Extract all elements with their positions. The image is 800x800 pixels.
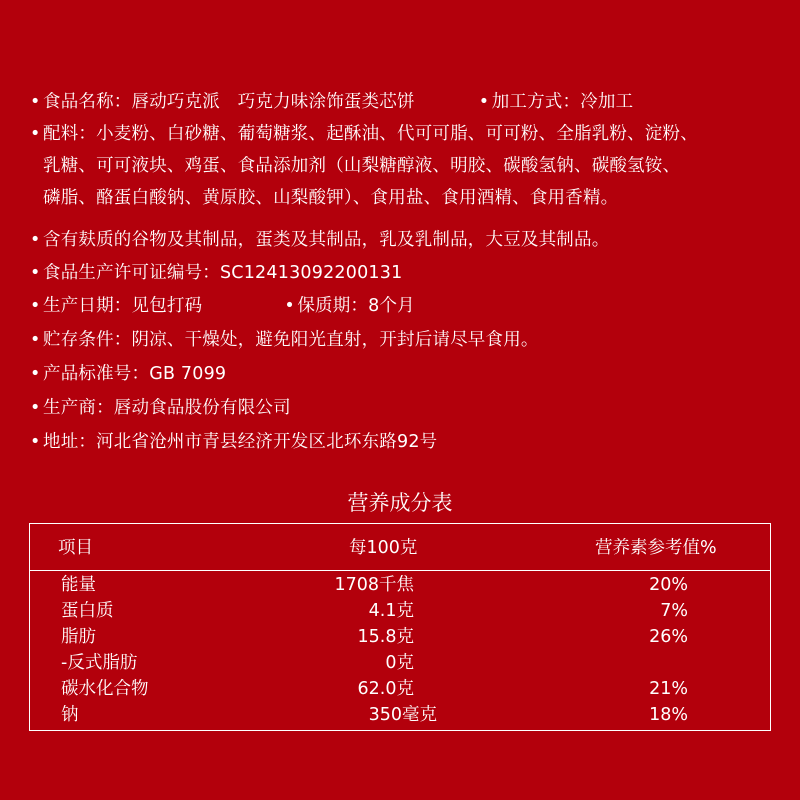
bullet-icon: • [30, 296, 41, 316]
header-divider [30, 570, 770, 571]
row-per100g: 0克 [385, 653, 414, 673]
header-nrv: 营养素参考值% [595, 538, 717, 558]
bullet-icon: • [30, 263, 41, 283]
bullet-icon: • [30, 398, 41, 418]
row-nrv: 21% [649, 679, 688, 699]
ingredients-line-1 [30, 123, 698, 145]
license-line [30, 262, 402, 284]
processing-method: 加工方式：冷加工 [491, 92, 634, 112]
row-per100g: 350毫克 [368, 705, 437, 725]
manufacturer-text: 生产商：唇动食品股份有限公司 [43, 398, 291, 418]
ingredients-text-2: 乳糖、可可液块、鸡蛋、食品添加剂（山梨糖醇液、明胶、碳酸氢钠、碳酸氢铵、 [43, 156, 681, 176]
production-date-line [30, 295, 415, 317]
ingredients-line-3 [30, 187, 618, 209]
production-date-text: 生产日期：见包打码 [43, 296, 203, 316]
bullet-icon: • [30, 364, 41, 384]
address-text: 地址：河北省沧州市青县经济开发区北环东路92号 [43, 432, 438, 452]
allergens-line [30, 229, 609, 251]
row-item: 钠 [61, 705, 79, 725]
bullet-icon: • [30, 124, 41, 144]
table-row [30, 626, 770, 652]
standard-line [30, 363, 226, 385]
table-row [30, 678, 770, 704]
standard-text: 产品标准号：GB 7099 [43, 364, 227, 384]
row-nrv: 20% [649, 575, 688, 595]
address-line [30, 431, 437, 453]
shelf-life-text: 保质期：8个月 [297, 296, 415, 316]
ingredients-text-3: 磷脂、酪蛋白酸钠、黄原胶、山梨酸钾）、食用盐、食用酒精、食用香精。 [43, 188, 619, 208]
product-name-line [30, 91, 633, 113]
table-row [30, 574, 770, 600]
allergens-text: 含有麸质的谷物及其制品，蛋类及其制品，乳及乳制品，大豆及其制品。 [43, 230, 610, 250]
row-per100g: 15.8克 [357, 627, 414, 647]
license-text: 食品生产许可证编号：SC12413092200131 [43, 263, 403, 283]
nutrition-table-header [30, 524, 770, 570]
bullet-icon: • [30, 330, 41, 350]
storage-line [30, 329, 539, 351]
row-nrv: 26% [649, 627, 688, 647]
bullet-icon: • [478, 92, 490, 112]
row-item: 脂肪 [61, 627, 96, 647]
nutrition-table-title: 营养成分表 [347, 491, 453, 515]
ingredients-text-1: 配料：小麦粉、白砂糖、葡萄糖浆、起酥油、代可可脂、可可粉、全脂乳粉、淀粉、 [43, 124, 698, 144]
nutrition-table [29, 523, 771, 731]
bullet-icon: • [30, 432, 41, 452]
table-row [30, 704, 770, 730]
row-nrv: 18% [649, 705, 688, 725]
table-row [30, 652, 770, 678]
row-nrv: 7% [660, 601, 688, 621]
bullet-icon: • [284, 296, 295, 316]
row-per100g: 4.1克 [368, 601, 414, 621]
row-per100g: 1708千焦 [334, 575, 414, 595]
product-name: 食品名称：唇动巧克派 巧克力味涂饰蛋类芯饼 [43, 92, 415, 112]
table-row [30, 600, 770, 626]
row-item: -反式脂肪 [61, 653, 138, 673]
manufacturer-line [30, 397, 291, 419]
ingredients-line-2 [30, 155, 680, 177]
row-item: 能量 [61, 575, 96, 595]
storage-text: 贮存条件：阴凉、干燥处，避免阳光直射，开封后请尽早食用。 [43, 330, 539, 350]
row-item: 蛋白质 [61, 601, 114, 621]
row-per100g: 62.0克 [357, 679, 414, 699]
bullet-icon: • [30, 92, 41, 112]
row-item: 碳水化合物 [61, 679, 149, 699]
header-per100g: 每100克 [349, 538, 418, 558]
bullet-icon: • [30, 230, 41, 250]
header-item: 项目 [58, 538, 93, 558]
